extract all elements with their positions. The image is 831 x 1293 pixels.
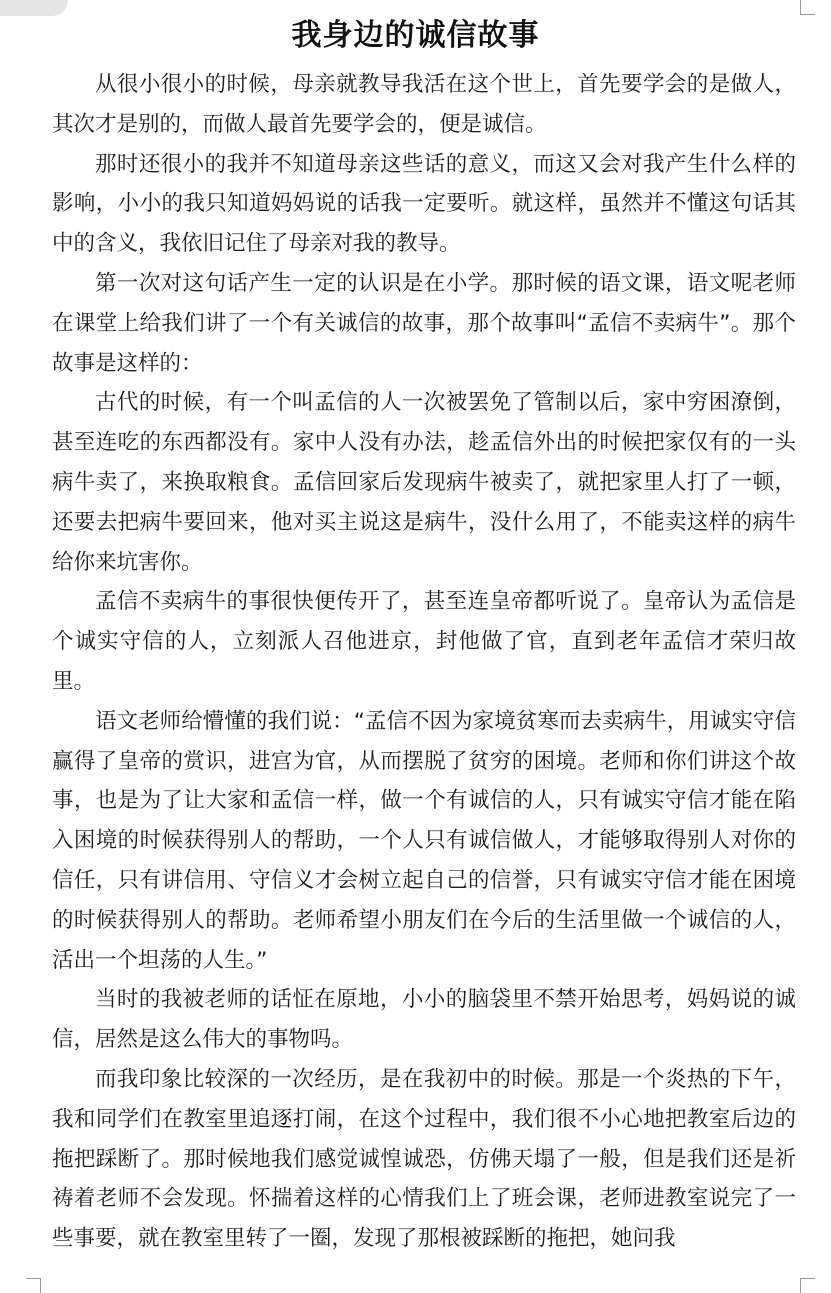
page-corner-mark-top-right [800,0,815,15]
paragraph-5: 孟信不卖病牛的事很快便传开了，甚至连皇帝都听说了。皇帝认为孟信是个诚实守信的人，立刻派人召他进京，封他做了官，直到老年孟信才荣归故里。 [52,589,796,694]
paragraph-7: 当时的我被老师的话怔在原地，小小的脑袋里不禁开始思考，妈妈说的诚信，居然是这么伟大的事物吗。 [52,987,796,1053]
paragraph-1: 从很小很小的时候，母亲就教导我活在这个世上，首先要学会的是做人，其次才是别的，而做人最首先要学会的，便是诚信。 [52,72,796,137]
document-body [52,65,796,1259]
paragraph-2: 那时还很小的我并不知道母亲这些话的意义，而这又会对我产生什么样的影响，小小的我只知道妈妈说的话我一定要听。就这样，虽然并不懂这句话其中的含义，我依旧记住了母亲对我的教导。 [52,151,796,257]
paragraph-3: 第一次对这句话产生一定的认识是在小学。那时候的语文课，语文呢老师在课堂上给我们讲了一个有关诚信的故事，那个故事叫“孟信不卖病牛”。那个故事是这样的： [52,270,796,376]
document-title: 我身边的诚信故事 [291,18,540,53]
page-corner-mark-bottom-right [800,1278,815,1293]
paragraph-6: 语文老师给懵懂的我们说：“孟信不因为家境贫寒而去卖病牛，用诚实守信赢得了皇帝的赏识，进宫为官，从而摆脱了贫穷的困境。老师和你们讲这个故事，也是为了让大家和孟信一样，做一个有诚信的人，只有诚实守信才能在陷入困境的时候获得别人的帮助，一个人只有诚信做人，才能够取得别人对你的信任，只有讲信用、守信义才会树立起自己的信誉，只有诚实守信才能在困境的时候获得别人的帮助。老师希望小朋友们在今后的生活里做一个诚信的人，活出一个坦荡的人生。” [52,708,796,973]
page-corner-mark-bottom-left [26,1278,41,1293]
paragraph-8: 而我印象比较深的一次经历，是在我初中的时候。那是一个炎热的下午，我和同学们在教室里追逐打闹，在这个过程中，我们很不小心地把教室后边的拖把踩断了。那时候地我们感觉诚惶诚恐，仿佛天塌了一般，但是我们还是祈祷着老师不会发现。怀揣着这样的心情我们上了班会课，老师进教室说完了一些事要，就在教室里转了一圈，发现了那根被踩断的拖把，她问我 [52,1066,796,1252]
paragraph-4: 古代的时候，有一个叫孟信的人一次被罢免了管制以后，家中穷困潦倒，甚至连吃的东西都没有。家中人没有办法，趁孟信外出的时候把家仅有的一头病牛卖了，来换取粮食。孟信回家后发现病牛被卖了，就把家里人打了一顿，还要去把病牛要回来，他对买主说这是病牛，没什么用了，不能卖这样的病牛给你来坑害你。 [52,390,796,575]
